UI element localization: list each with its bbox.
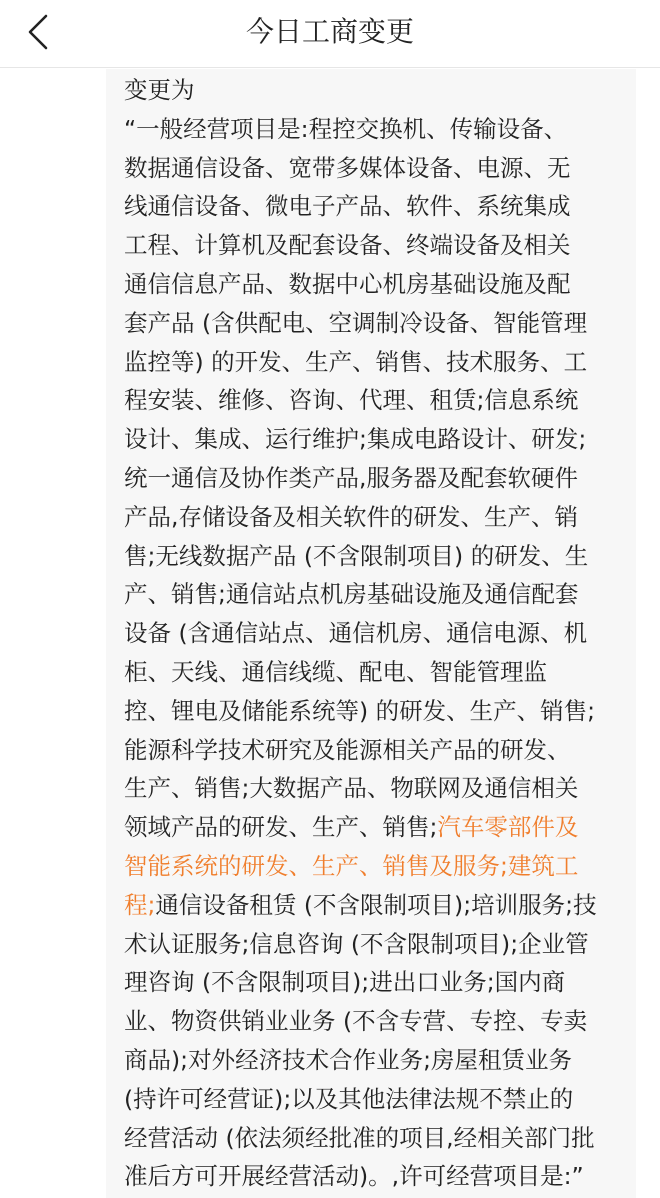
content-text: “一般经营项目是:程控交换机、传输设备、	[124, 114, 568, 143]
content-line	[124, 808, 624, 847]
change-content	[124, 71, 624, 1196]
content-text: 产品,存储设备及相关软件的研发、生产、销	[124, 502, 578, 531]
highlighted-text: 汽车零部件及	[437, 813, 579, 842]
content-line	[124, 498, 624, 537]
content-text: 术认证服务;信息咨询 (不含限制项目);企业管	[124, 929, 589, 958]
content-line	[124, 110, 624, 149]
content-line	[124, 692, 624, 731]
content-line	[124, 1002, 624, 1041]
content-text: 设计、集成、运行维护;集成电路设计、研发;	[124, 425, 587, 454]
change-detail-panel	[106, 69, 636, 1198]
content-line	[124, 226, 624, 265]
content-line	[124, 575, 624, 614]
content-text: 套产品 (含供配电、空调制冷设备、智能管理	[124, 308, 588, 337]
content-line	[124, 963, 624, 1002]
highlighted-text: 智能系统的研发、生产、销售及服务;建筑工	[124, 851, 579, 880]
highlighted-text: 程;	[124, 890, 156, 919]
content-line	[124, 381, 624, 420]
content-text: 经营活动 (依法须经批准的项目,经相关部门批	[124, 1123, 595, 1152]
content-line	[124, 149, 624, 188]
content-text: 生产、销售;大数据产品、物联网及通信相关	[124, 774, 579, 803]
page-title: 今日工商变更	[245, 15, 414, 48]
content-text: 理咨询 (不含限制项目);进出口业务;国内商	[124, 968, 566, 997]
content-line	[124, 71, 624, 110]
content-text: 统一通信及协作类产品,服务器及配套软硬件	[124, 463, 578, 492]
content-text: 设备 (含通信站点、通信机房、通信电源、机	[124, 619, 588, 648]
content-text: 程安装、维修、咨询、代理、租赁;信息系统	[124, 386, 579, 415]
content-line	[124, 265, 624, 304]
content-text: 通信信息产品、数据中心机房基础设施及配	[124, 269, 571, 298]
content-text: 工程、计算机及配套设备、终端设备及相关	[124, 231, 571, 260]
content-text: 线通信设备、微电子产品、软件、系统集成	[124, 192, 571, 221]
content-text: 变更为	[124, 76, 195, 104]
content-line	[124, 653, 624, 692]
content-line	[124, 847, 624, 886]
content-line	[124, 1080, 624, 1119]
content-line	[124, 769, 624, 808]
content-line	[124, 1157, 624, 1196]
content-line	[124, 420, 624, 459]
content-text: 商品);对外经济技术合作业务;房屋租赁业务	[124, 1045, 573, 1074]
top-bar	[0, 0, 660, 68]
content-line	[124, 614, 624, 653]
content-text: 领域产品的研发、生产、销售;	[124, 813, 438, 842]
content-text: 柜、天线、通信线缆、配电、智能管理监	[124, 657, 547, 686]
content-text: 产、销售;通信站点机房基础设施及通信配套	[124, 580, 579, 609]
content-text: 业、物资供销业业务 (不含专营、专控、专卖	[124, 1007, 588, 1036]
content-text: 能源科学技术研究及能源相关产品的研发、	[124, 735, 571, 764]
content-line	[124, 304, 624, 343]
content-text: 控、锂电及储能系统等) 的研发、生产、销售;	[124, 696, 596, 725]
content-line	[124, 925, 624, 964]
content-line	[124, 343, 624, 382]
content-text: 通信设备租赁 (不含限制项目);培训服务;技	[155, 890, 597, 919]
content-line	[124, 459, 624, 498]
content-text: 准后方可开展经营活动)。,许可经营项目是:”	[124, 1162, 584, 1191]
content-line	[124, 731, 624, 770]
content-line	[124, 886, 624, 925]
content-line	[124, 1119, 624, 1158]
content-text: (持许可经营证);以及其他法律法规不禁止的	[124, 1084, 574, 1113]
content-line	[124, 1041, 624, 1080]
content-text: 数据通信设备、宽带多媒体设备、电源、无	[124, 153, 571, 182]
content-line	[124, 537, 624, 576]
content-text: 售;无线数据产品 (不含限制项目) 的研发、生	[124, 541, 589, 570]
content-text: 监控等) 的开发、生产、销售、技术服务、工	[124, 347, 588, 376]
content-line	[124, 187, 624, 226]
